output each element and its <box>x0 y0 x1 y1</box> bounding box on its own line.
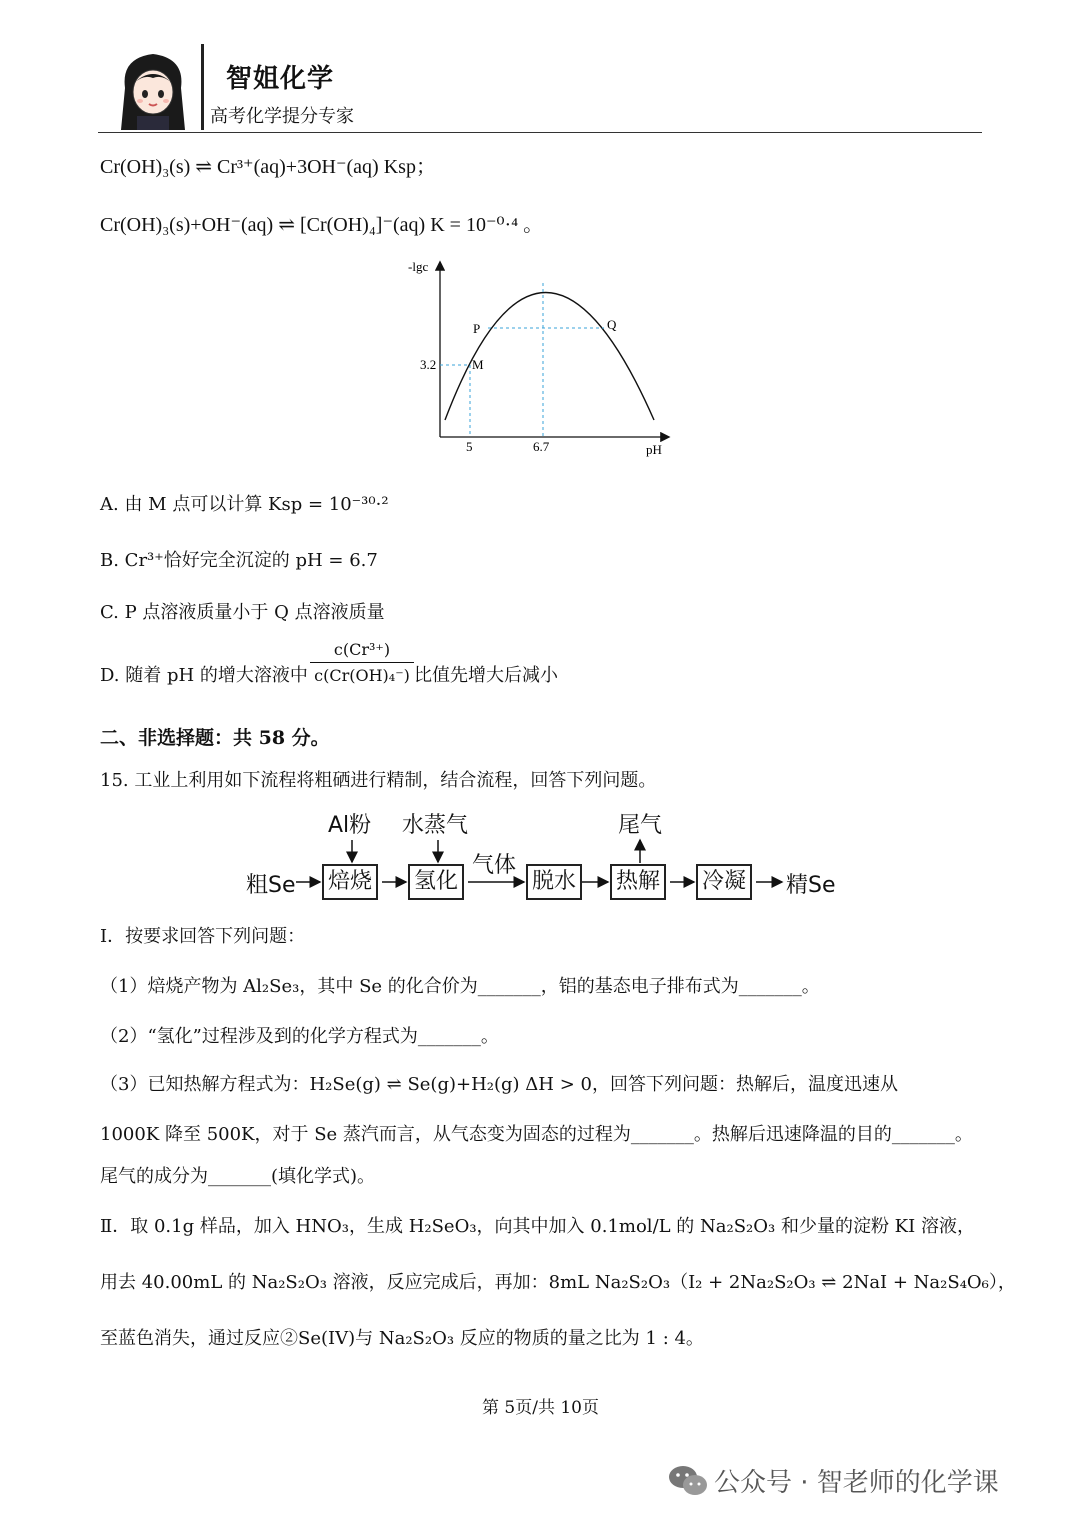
chart <box>400 255 680 465</box>
question-3-line3: 尾气的成分为_______(填化学式)。 <box>100 1166 376 1187</box>
point-label-m: M <box>472 357 484 372</box>
option-b: B. Cr³⁺恰好完全沉淀的 pH = 6.7 <box>100 550 378 571</box>
option-a: A. 由 M 点可以计算 Ksp = 10⁻³⁰·² <box>100 494 389 515</box>
question-3-line1: （3）已知热解方程式为：H₂Se(g) ⇌ Se(g)+H₂(g) ΔH > 0，回答下列问题：热解后，温度迅速从 <box>100 1074 898 1095</box>
flow-step-hydrogenate: 氢化 <box>408 864 464 900</box>
flow-start: 粗Se <box>246 873 296 898</box>
avatar <box>113 48 193 132</box>
wechat-footer <box>668 1460 1058 1504</box>
wechat-icon <box>668 1464 708 1498</box>
header-divider <box>201 44 204 130</box>
flow-step-dehydrate: 脱水 <box>526 864 582 900</box>
flow-input-water: 水蒸气 <box>402 813 469 838</box>
fraction-denominator: c(Cr(OH)₄⁻) <box>314 666 410 685</box>
page-number: 第 5页/共 10页 <box>482 1398 599 1418</box>
question-2: （2）“氢化”过程涉及到的化学方程式为_______。 <box>100 1026 499 1047</box>
part1-title: Ⅰ．按要求回答下列问题： <box>100 926 306 947</box>
brand-title: 智姐化学 <box>226 64 335 94</box>
flow-input-al: Al粉 <box>328 813 372 838</box>
part2-line2: 用去 40.00mL 的 Na₂S₂O₃ 溶液，反应完成后，再加：8mL Na₂S₂O₃（I₂ + 2Na₂S₂O₃ ⇌ 2NaI + Na₂S₄O₆）， <box>100 1272 1016 1293</box>
option-d-fraction <box>310 640 414 685</box>
question-3-line2: 1000K 降至 500K，对于 Se 蒸汽而言，从气态变为固态的过程为_______。热解后迅速降温的目的_______。 <box>100 1124 973 1145</box>
flow-tail-gas: 尾气 <box>618 813 663 838</box>
flow-step-condense: 冷凝 <box>696 864 752 900</box>
fraction-numerator: c(Cr³⁺) <box>333 640 391 659</box>
section-title: 二、非选择题：共 58 分。 <box>100 727 330 749</box>
flow-end: 精Se <box>786 873 836 898</box>
flow-step-roast: 焙烧 <box>322 864 378 900</box>
header <box>98 40 982 135</box>
brand-subtitle: 高考化学提分专家 <box>210 106 354 127</box>
flow-diagram <box>240 808 840 908</box>
y-tick-3.2: 3.2 <box>420 357 437 372</box>
point-label-q: Q <box>607 317 617 332</box>
wechat-account: 公众号 · 智老师的化学课 <box>714 1468 999 1498</box>
point-label-p: P <box>473 321 481 336</box>
flow-step-pyrolysis: 热解 <box>610 864 666 900</box>
option-d-suffix: 比值先增大后减小 <box>414 665 558 686</box>
x-tick-6.7: 6.7 <box>533 439 550 454</box>
option-d-prefix: D. 随着 pH 的增大溶液中 <box>100 665 308 686</box>
x-tick-5: 5 <box>466 439 473 454</box>
y-axis-label: -lgc <box>408 259 429 274</box>
equation-ksp: Cr(OH)₃(s) ⇌ Cr³⁺(aq)+3OH⁻(aq) Ksp； <box>100 156 436 178</box>
fraction-bar <box>310 662 414 663</box>
part2-line1: Ⅱ．取 0.1g 样品，加入 HNO₃，生成 H₂SeO₃，向其中加入 0.1mol/L 的 Na₂S₂O₃ 和少量的淀粉 KI 溶液， <box>100 1216 975 1237</box>
x-axis-label: pH <box>646 442 662 457</box>
q15-intro: 15. 工业上利用如下流程将粗硒进行精制，结合流程，回答下列问题。 <box>100 770 657 791</box>
equation-k: Cr(OH)₃(s)+OH⁻(aq) ⇌ [Cr(OH)₄]⁻(aq) K = 10⁻⁰·⁴ 。 <box>100 214 544 236</box>
option-c: C. P 点溶液质量小于 Q 点溶液质量 <box>100 602 385 623</box>
header-rule <box>98 132 982 133</box>
flow-gas-label: 气体 <box>472 853 517 878</box>
part2-line3: 至蓝色消失，通过反应②Se(IV)与 Na₂S₂O₃ 反应的物质的量之比为 1 : 4。 <box>100 1328 704 1349</box>
question-1: （1）焙烧产物为 Al₂Se₃，其中 Se 的化合价为_______，铝的基态电子排布式为_______。 <box>100 976 820 997</box>
